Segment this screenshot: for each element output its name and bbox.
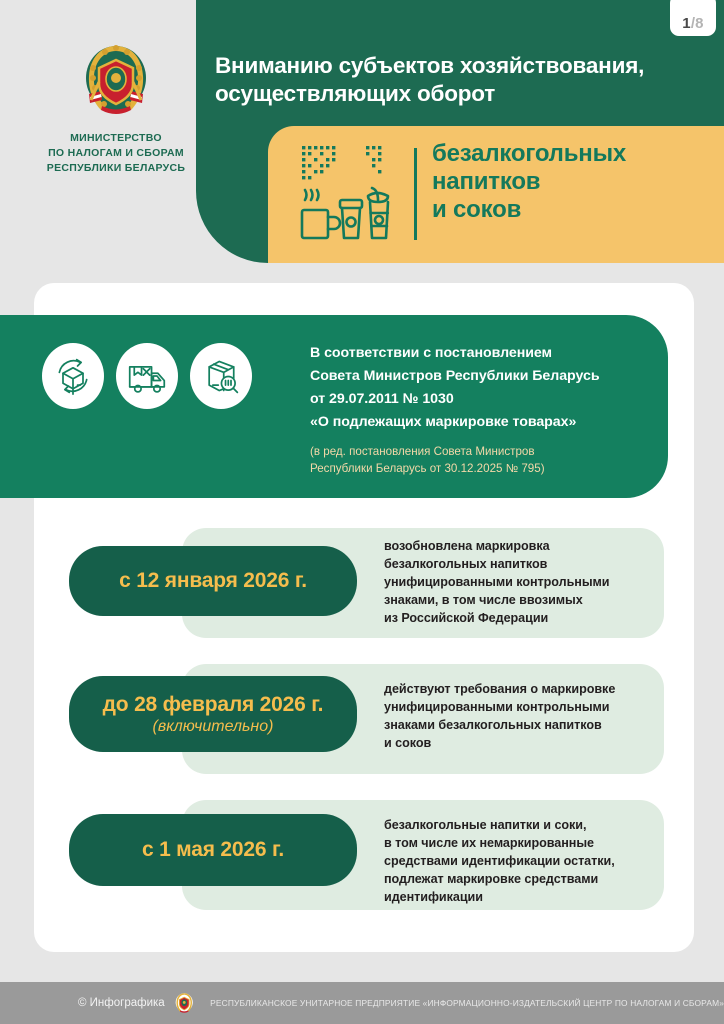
- page-title-line-1: Вниманию субъектов хозяйствования,: [215, 53, 645, 78]
- row-3-desc-line-4: подлежат маркировке средствами: [384, 871, 599, 886]
- category-badge-text: [432, 140, 722, 224]
- row-2-desc-line-1: действуют требования о маркировке: [384, 682, 616, 696]
- row-1-desc-line-3: унифицированными контрольными: [384, 574, 610, 589]
- badge-divider: [414, 148, 417, 240]
- ministry-name: [36, 131, 196, 177]
- belarus-tax-ministry-emblem-small-icon: [174, 991, 194, 1015]
- row-2-desc-line-3: знаками безалкогольных напитков: [384, 717, 602, 732]
- timeline-row-2-description: [384, 681, 674, 753]
- badge-line-2: напитков: [432, 168, 541, 196]
- timeline-row-3-date-pill: [69, 814, 357, 886]
- regulation-line-4: «О подлежащих маркировке товарах»: [310, 414, 577, 430]
- row-1-desc-line-2: безалкогольных напитков: [384, 556, 548, 571]
- row-3-desc-line-5: идентификации: [384, 889, 483, 904]
- row-2-desc-line-4: и соков: [384, 735, 432, 750]
- category-badge: [268, 126, 724, 263]
- belarus-tax-ministry-emblem-icon: [81, 38, 151, 122]
- row-3-desc-line-1: безалкогольные напитки и соки,: [384, 818, 587, 832]
- delivery-truck-icon-wrap: [116, 343, 178, 409]
- timeline-row-3-date: с 1 мая 2026 г.: [141, 838, 285, 861]
- ministry-line-3: РЕСПУБЛИКИ БЕЛАРУСЬ: [46, 162, 186, 175]
- footer-organization: РЕСПУБЛИКАНСКОЕ УНИТАРНОЕ ПРЕДПРИЯТИЕ «ИНФОРМАЦИОННО-ИЗДАТЕЛЬСКИЙ ЦЕНТР ПО НАЛОГАМ И СБОРАМ»: [210, 998, 724, 1008]
- badge-line-1: безалкогольных: [432, 140, 627, 167]
- beverages-icon: [296, 140, 406, 245]
- row-1-desc-line-5: из Российской Федерации: [384, 610, 549, 625]
- page-indicator-total: /8: [690, 15, 704, 32]
- regulation-note-line-1: (в ред. постановления Совета Министров: [310, 445, 535, 458]
- regulation-box: [0, 315, 668, 498]
- regulation-note: [310, 443, 660, 478]
- box-rotate-icon-wrap: [42, 343, 104, 409]
- footer-copyright: © Инфографика: [78, 997, 165, 1009]
- regulation-line-1: В соответствии с постановлением: [310, 345, 552, 361]
- row-2-desc-line-2: унифицированными контрольными: [384, 699, 610, 714]
- timeline-row-2-date: до 28 февраля 2026 г.: [102, 692, 324, 716]
- regulation-line-3: от 29.07.2011 № 1030: [310, 391, 454, 407]
- regulation-line-2: Совета Министров Республики Беларусь: [310, 368, 600, 384]
- ministry-line-1: МИНИСТЕРСТВО: [70, 132, 162, 144]
- timeline-row-3-description: [384, 817, 674, 906]
- regulation-text: [310, 342, 660, 434]
- page-indicator-current: 1: [682, 15, 691, 32]
- timeline-row-2-date-note: (включительно): [152, 717, 274, 735]
- row-1-desc-line-1: возобновлена маркировка: [384, 539, 550, 553]
- timeline-row-1-date: с 12 января 2026 г.: [119, 569, 307, 592]
- ministry-line-2: ПО НАЛОГАМ И СБОРАМ: [48, 147, 184, 160]
- ministry-logo-block: [36, 38, 196, 177]
- page-title: [215, 52, 685, 108]
- regulation-note-line-2: Республики Беларусь от 30.12.2025 № 795): [310, 462, 545, 476]
- delivery-truck-icon: [126, 356, 168, 396]
- row-1-desc-line-4: знаками, в том числе ввозимых: [384, 592, 583, 607]
- footer: [0, 982, 724, 1024]
- page-title-line-2: осуществляющих оборот: [215, 80, 496, 106]
- page-indicator: [670, 0, 716, 36]
- timeline-row-2-date-pill: [69, 676, 357, 752]
- badge-line-3: и соков: [432, 196, 522, 224]
- row-3-desc-line-2: в том числе их немаркированные: [384, 835, 594, 850]
- timeline-row-1-date-pill: [69, 546, 357, 616]
- box-rotate-icon: [53, 356, 93, 396]
- box-search-icon: [201, 356, 241, 396]
- regulation-icons: [42, 343, 252, 409]
- box-search-icon-wrap: [190, 343, 252, 409]
- row-3-desc-line-3: средствами идентификации остатки,: [384, 853, 615, 868]
- timeline-row-1-description: [384, 538, 674, 627]
